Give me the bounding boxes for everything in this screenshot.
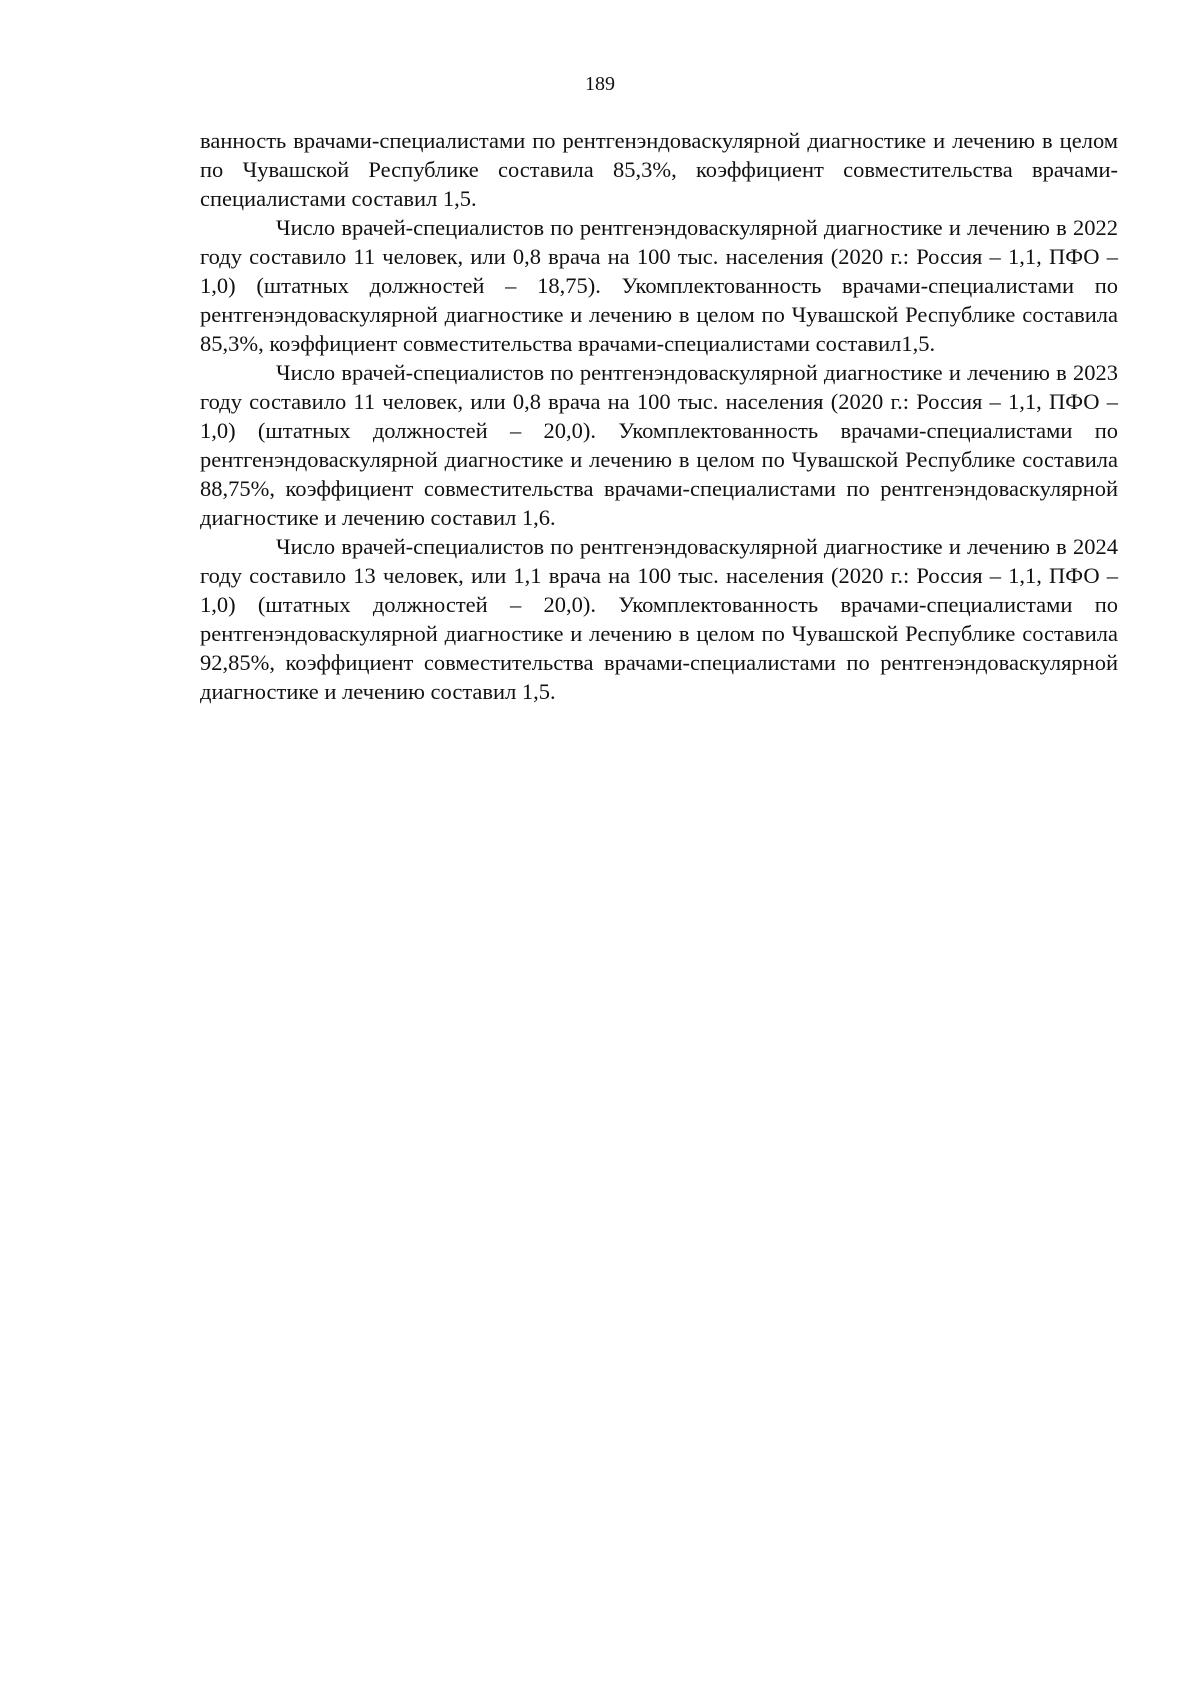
paragraph-2024: Число врачей-специалистов по рентгенэндоваскулярной диагностике и лечению в 2024 году составило 13 человек, или 1,1 врача на 100 тыс. населения (2020 г.: Россия – 1,1, ПФО – 1,0) (штатных должностей – 20,0). Укомплектованность врачами-специалистами по рентгенэндоваскулярной диагностике и лечению в целом по Чувашской Республике составила 92,85%, коэффициент совместительства врачами-специалистами по рентгенэндоваскулярной диагностике и лечению составил 1,5. (200, 534, 1118, 704)
paragraph-continued: ванность врачами-специалистами по рентгенэндоваскулярной диагностике и лечению в целом по Чувашской Республике составила 85,3%, коэффициент совместительства врачами-специалистами составил 1,5. (200, 128, 1118, 211)
paragraph-2023: Число врачей-специалистов по рентгенэндоваскулярной диагностике и лечению в 2023 году составило 11 человек, или 0,8 врача на 100 тыс. населения (2020 г.: Россия – 1,1, ПФО – 1,0) (штатных должностей – 20,0). Укомплектованность врачами-специалистами по рентгенэндоваскулярной диагностике и лечению в целом по Чувашской Республике составила 88,75%, коэффициент совместительства врачами-специалистами по рентгенэндоваскулярной диагностике и лечению составил 1,6. (200, 360, 1118, 530)
paragraph-2022: Число врачей-специалистов по рентгенэндоваскулярной диагностике и лечению в 2022 году составило 11 человек, или 0,8 врача на 100 тыс. населения (2020 г.: Россия – 1,1, ПФО – 1,0) (штатных должностей – 18,75). Укомплектованность врачами-специалистами по рентгенэндоваскулярной диагностике и лечению в целом по Чувашской Республике составила 85,3%, коэффициент совместительства врачами-специалистами составил1,5. (200, 215, 1118, 356)
page-number: 189 (585, 73, 615, 95)
document-body (200, 126, 1118, 706)
